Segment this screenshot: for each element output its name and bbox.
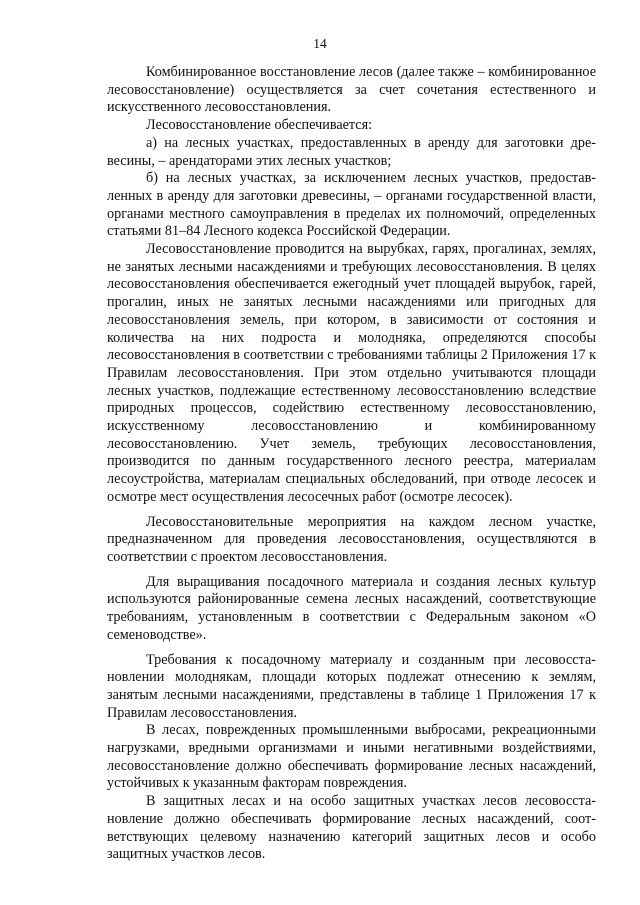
paragraph-damaged-forests: В лесах, поврежденных промышленными выбросами, рекреационными нагрузками, вредными организмами и иными негативными воздействиями, лесовосстановление должно обеспечивать формирование лесных насаждений, устойчивых к указанным факторам повреждения.: [107, 722, 596, 792]
paragraph-item-a: а) на лесных участках, предоставленных в аренду для заготовки древесины, – арендаторами этих лесных участков;: [107, 134, 596, 169]
document-body: [107, 64, 596, 864]
paragraph-seeds: Для выращивания посадочного материала и создания лесных культур используются районированные семена лесных насаждений, соответствующие требованиям, установленным в соответствии с Федеральным законом «О семеноводстве».: [107, 573, 596, 643]
paragraph-protective-forests: В защитных лесах и на особо защитных участках лесов лесовосстановление должно обеспечивать формирование лесных насаждений, соответствующих целевому назначению категорий защитных лесов и особо защитных участков лесов.: [107, 793, 596, 863]
paragraph-planting-requirements: Требования к посадочному материалу и созданным при лесовосстановлении молоднякам, площади которых подлежат отнесению к землям, занятым лесными насаждениями, представлены в таблице 1 Приложения 17 к Правилам лесовосстановления.: [107, 651, 596, 721]
paragraph-restoration-provided: Лесовосстановление обеспечивается:: [146, 117, 373, 134]
paragraph-restoration-areas: Лесовосстановление проводится на вырубках, гарях, прогалинах, землях, не занятых лесными насаждениями и требующих лесовосстановления. В целях лесовосстановления обеспечивается ежегодный учет площадей вырубок, гарей, прогалин, иных не занятых лесными насаждениями или пригодных для лесовосстановления земель, при котором, в зависимости от состояния и количества на них подроста и молодняка, определяются способы лесовосстановления в соответствии с требованиями таблицы 2 Приложения 17 к Правилам лесовосстановления. При этом отдельно учитываются площади лесных участков, подлежащие естественному лесовосстановлению вследствие природных процессов, содействию естественному лесовосстановлению, искусственному лесовосстановлению и комбинированному лесовосстановлению. Учет земель, требующих лесовосстановления, производится по данным государственного лесного реестра, материалам лесоустройства, материалам специальных обследований, при отводе лесосек и осмотре мест осуществления лесосечных работ (осмотре лесосек).: [107, 241, 596, 505]
page-number: 14: [313, 36, 327, 51]
paragraph-restoration-measures: Лесовосстановительные мероприятия на каждом лесном участке, предназначенном для проведения лесовосстановления, осуществляются в соответствии с проектом лесовосстановления.: [107, 513, 596, 565]
paragraph-combined-restoration: Комбинированное восстановление лесов (далее также – комбинированное лесовосстановление) осуществляется за счет сочетания естественного и искусственного лесовосстановления.: [107, 64, 596, 116]
paragraph-item-b: б) на лесных участках, за исключением лесных участков, предоставленных в аренду для заготовки древесины, – органами государственной власти, органами местного самоуправления в пределах их полномочий, определенных статьями 81–84 Лесного кодекса Российской Федерации.: [107, 170, 596, 240]
